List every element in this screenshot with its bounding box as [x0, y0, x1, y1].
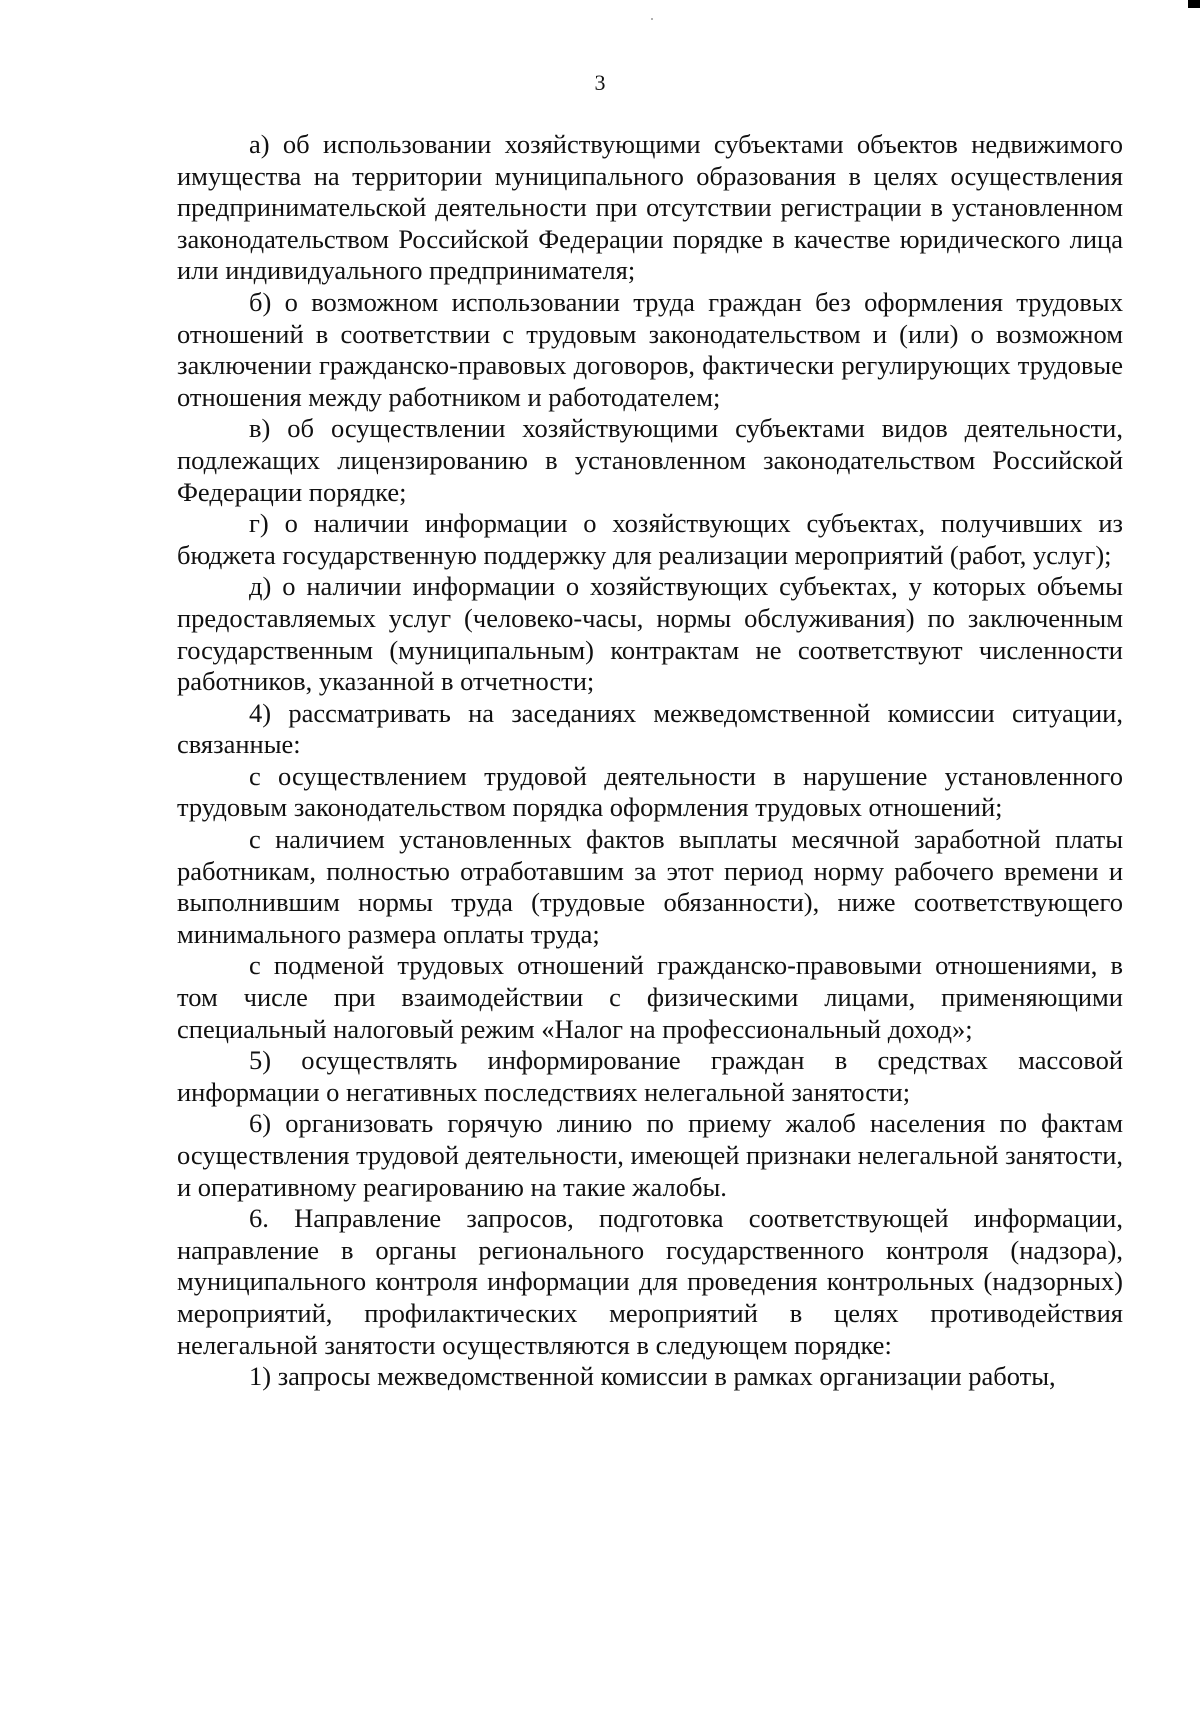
paragraph-v-licensed-activities: в) об осуществлении хозяйствующими субъектами видов деятельности, подлежащих лицензированию в установленном законодательством Российской Федерации порядке;: [177, 413, 1123, 507]
paragraph-contract-substitution: с подменой трудовых отношений гражданско-правовыми отношениями, в том числе при взаимодействии с физическими лицами, применяющими специальный налоговый режим «Налог на профессиональный доход»;: [177, 950, 1123, 1044]
paragraph-b-labor-use: б) о возможном использовании труда граждан без оформления трудовых отношений в соответствии с трудовым законодательством и (или) о возможном заключении гражданско-правовых договоров, фактически регулирующих трудовые отношения между работником и работодателем;: [177, 286, 1123, 412]
paragraph-minimum-wage: с наличием установленных фактов выплаты месячной заработной платы работникам, полностью отработавшим за этот период норму рабочего времени и выполнившим нормы труда (трудовые обязанности), ниже соответствующего минимального размера оплаты труда;: [177, 824, 1123, 949]
page-number: 3: [594, 70, 606, 95]
paragraph-d-contract-volumes: д) о наличии информации о хозяйствующих субъектах, у которых объемы предоставляемых услуг (человеко-часы, нормы обслуживания) по заключенным государственным (муниципальным) контрактам не соответствуют численности работников, указанной в отчетности;: [177, 571, 1123, 697]
paragraph-4-commission-situations: 4) рассматривать на заседаниях межведомственной комиссии ситуации, связанные:: [177, 697, 1123, 760]
paragraph-g-state-support: г) о наличии информации о хозяйствующих субъектах, получивших из бюджета государственную поддержку для реализации мероприятий (работ, услуг);: [177, 508, 1123, 570]
paragraph-labor-violations: с осуществлением трудовой деятельности в нарушение установленного трудовым законодательством порядка оформления трудовых отношений;: [177, 760, 1123, 823]
paragraph-1-commission-requests: 1) запросы межведомственной комиссии в рамках организации работы,: [249, 1361, 1056, 1392]
scan-speck: [651, 18, 653, 20]
section-6-request-procedure: 6. Направление запросов, подготовка соответствующей информации, направление в органы регионального государственного контроля (надзора), муниципального контроля информации для проведения контрольных (надзорных) мероприятий, профилактических мероприятий в целях противодействия нелегальной занятости осуществляются в следующем порядке:: [177, 1203, 1123, 1360]
paragraph-a-real-estate-use: а) об использовании хозяйствующими субъектами объектов недвижимого имущества на территории муниципального образования в целях осуществления предпринимательской деятельности при отсутствии регистрации в установленном законодательством Российской Федерации порядке в качестве юридического лица или индивидуального предпринимателя;: [177, 129, 1123, 286]
scan-edge-mark: [1188, 0, 1200, 8]
paragraph-6-hotline: 6) организовать горячую линию по приему жалоб населения по фактам осуществления трудовой деятельности, имеющей признаки нелегальной занятости, и оперативному реагированию на такие жалобы.: [177, 1108, 1123, 1202]
paragraph-5-informing-citizens: 5) осуществлять информирование граждан в средствах массовой информации о негативных последствиях нелегальной занятости;: [177, 1045, 1123, 1107]
document-body: [177, 129, 1123, 1393]
